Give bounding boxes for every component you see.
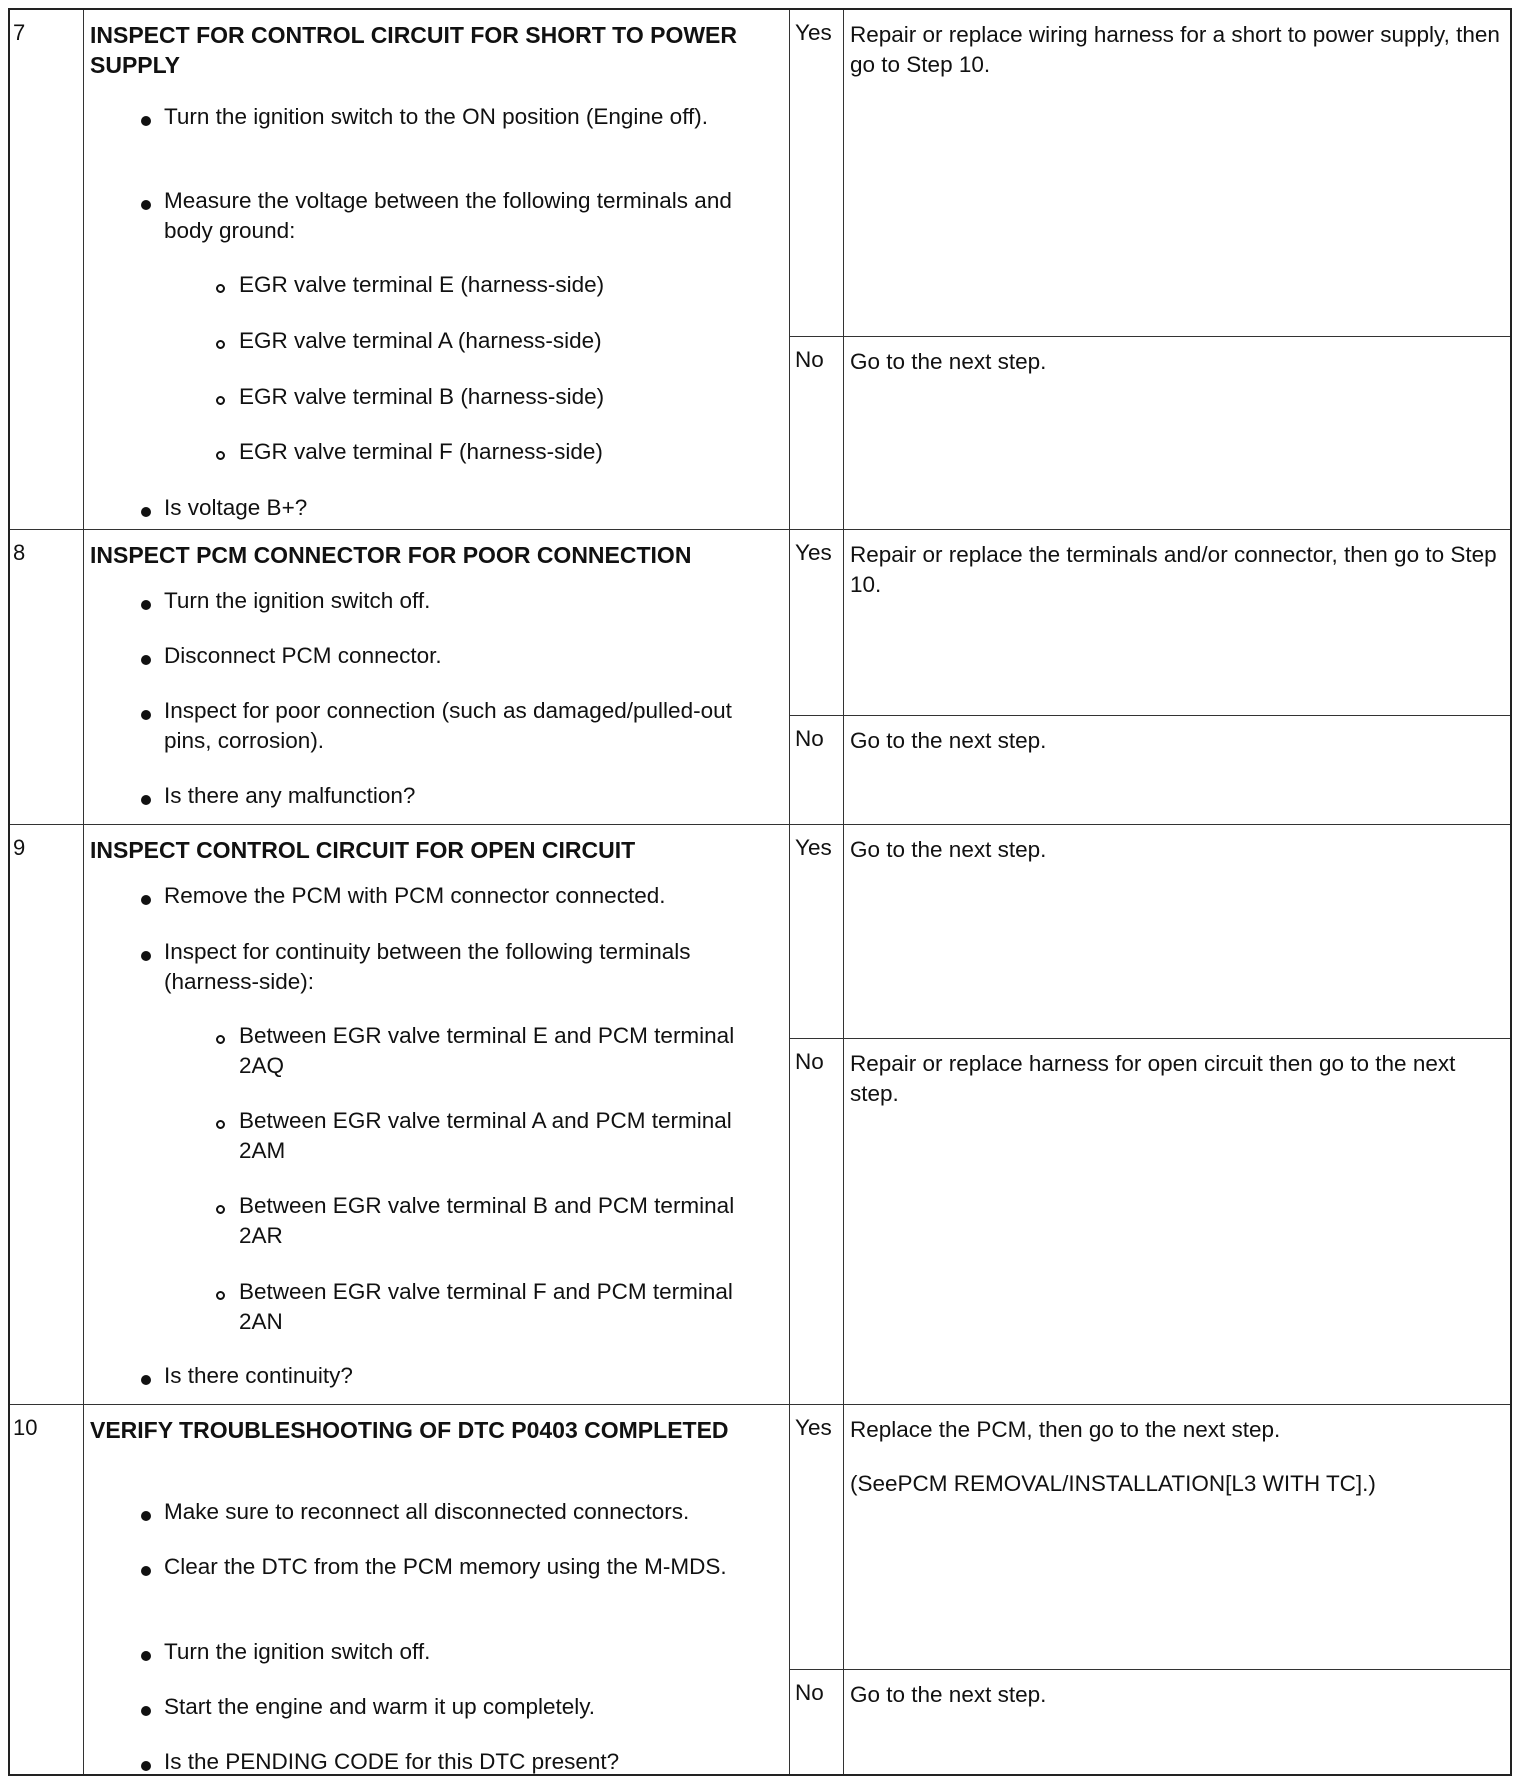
sub-list-item: EGR valve terminal A (harness-side)	[239, 328, 602, 353]
sub-list-item: EGR valve terminal F (harness-side)	[239, 439, 603, 464]
step-number-cell	[10, 825, 84, 1404]
sub-bullet-icon	[216, 284, 225, 293]
yes-label: Yes	[795, 835, 832, 860]
list-item: Clear the DTC from the PCM memory using the M-MDS.	[164, 1554, 727, 1579]
bullet-icon	[141, 655, 151, 665]
list-item: Turn the ignition switch off.	[164, 1639, 431, 1664]
result-yes-row	[790, 10, 1510, 337]
sub-bullet-icon	[216, 1291, 225, 1300]
step-title: VERIFY TROUBLESHOOTING OF DTC P0403 COMPLETED	[90, 1417, 729, 1443]
sub-list-item: Between EGR valve terminal E and PCM terminal 2AQ	[239, 1023, 735, 1078]
result-yes-row	[790, 530, 1510, 716]
bullet-icon	[141, 1651, 151, 1661]
result-no-row	[790, 1039, 1510, 1405]
step-number: 10	[13, 1415, 38, 1440]
sub-bullet-icon	[216, 396, 225, 405]
step-row-10	[10, 1405, 1510, 1774]
no-label: No	[795, 1049, 824, 1074]
yes-label: Yes	[795, 540, 832, 565]
result-no-row	[790, 1670, 1510, 1774]
step-number-cell	[10, 10, 84, 529]
bullet-icon	[141, 1761, 151, 1771]
yes-result-text: Go to the next step.	[850, 837, 1047, 862]
yes-result-text: Repair or replace wiring harness for a short to power supply, then go to Step 10.	[850, 22, 1500, 77]
step-number-cell	[10, 1405, 84, 1774]
step-number: 8	[13, 540, 26, 565]
list-item: Make sure to reconnect all disconnected connectors.	[164, 1499, 690, 1524]
bullet-icon	[141, 1706, 151, 1716]
list-item: Turn the ignition switch to the ON position (Engine off).	[164, 104, 709, 129]
sub-bullet-icon	[216, 1035, 225, 1044]
bullet-icon	[141, 116, 151, 126]
bullet-icon	[141, 895, 151, 905]
see-reference-link[interactable]: (SeePCM REMOVAL/INSTALLATION[L3 WITH TC].)	[850, 1471, 1376, 1496]
step-row-8	[10, 530, 1510, 825]
result-yes-row	[790, 825, 1510, 1039]
list-item: Turn the ignition switch off.	[164, 588, 431, 613]
sub-bullet-icon	[216, 451, 225, 460]
yes-result-line: Replace the PCM, then go to the next step.	[850, 1417, 1281, 1442]
no-label: No	[795, 1680, 824, 1705]
bullet-icon	[141, 1511, 151, 1521]
yes-label: Yes	[795, 1415, 832, 1440]
sub-list-item: Between EGR valve terminal F and PCM terminal 2AN	[239, 1279, 733, 1334]
action-cell	[84, 825, 790, 1404]
list-item: Inspect for continuity between the following terminals (harness-side):	[164, 939, 691, 994]
step-row-7	[10, 10, 1510, 530]
list-item: Start the engine and warm it up completely.	[164, 1694, 596, 1719]
bullet-icon	[141, 951, 151, 961]
sub-list-item: Between EGR valve terminal A and PCM terminal 2AM	[239, 1108, 732, 1163]
sub-bullet-icon	[216, 1205, 225, 1214]
result-no-row	[790, 716, 1510, 825]
bullet-icon	[141, 710, 151, 720]
list-item: Measure the voltage between the following terminals and body ground:	[164, 188, 732, 243]
yes-result-text	[850, 1415, 1500, 1499]
bullet-icon	[141, 200, 151, 210]
action-cell	[84, 10, 790, 529]
step-title: INSPECT CONTROL CIRCUIT FOR OPEN CIRCUIT	[90, 837, 636, 863]
list-item: Is voltage B+?	[164, 495, 308, 520]
no-result-text: Repair or replace harness for open circuit then go to the next step.	[850, 1051, 1456, 1106]
action-cell	[84, 1405, 790, 1774]
result-no-row	[790, 337, 1510, 530]
step-title: INSPECT PCM CONNECTOR FOR POOR CONNECTION	[90, 542, 692, 568]
step-row-9	[10, 825, 1510, 1405]
yes-label: Yes	[795, 20, 832, 45]
no-label: No	[795, 726, 824, 751]
sub-bullet-icon	[216, 340, 225, 349]
sub-bullet-icon	[216, 1120, 225, 1129]
no-label: No	[795, 347, 824, 372]
bullet-icon	[141, 507, 151, 517]
list-item: Is there any malfunction?	[164, 783, 416, 808]
list-item: Disconnect PCM connector.	[164, 643, 442, 668]
result-yes-row	[790, 1405, 1510, 1670]
troubleshooting-table	[8, 8, 1512, 1776]
no-result-text: Go to the next step.	[850, 1682, 1047, 1707]
no-result-text: Go to the next step.	[850, 728, 1047, 753]
bullet-icon	[141, 600, 151, 610]
step-number-cell	[10, 530, 84, 824]
bullet-icon	[141, 795, 151, 805]
list-item: Remove the PCM with PCM connector connected.	[164, 883, 666, 908]
step-number: 7	[13, 20, 26, 45]
sub-list-item: EGR valve terminal B (harness-side)	[239, 384, 605, 409]
step-number: 9	[13, 835, 26, 860]
no-result-text: Go to the next step.	[850, 349, 1047, 374]
list-item: Inspect for poor connection (such as damaged/pulled-out pins, corrosion).	[164, 698, 732, 753]
list-item: Is there continuity?	[164, 1363, 353, 1388]
list-item: Is the PENDING CODE for this DTC present?	[164, 1749, 620, 1774]
bullet-icon	[141, 1375, 151, 1385]
step-title: INSPECT FOR CONTROL CIRCUIT FOR SHORT TO POWER SUPPLY	[90, 22, 737, 78]
bullet-icon	[141, 1566, 151, 1576]
action-cell	[84, 530, 790, 824]
sub-list-item: EGR valve terminal E (harness-side)	[239, 272, 605, 297]
sub-list-item: Between EGR valve terminal B and PCM terminal 2AR	[239, 1193, 735, 1248]
yes-result-text: Repair or replace the terminals and/or connector, then go to Step 10.	[850, 542, 1497, 597]
